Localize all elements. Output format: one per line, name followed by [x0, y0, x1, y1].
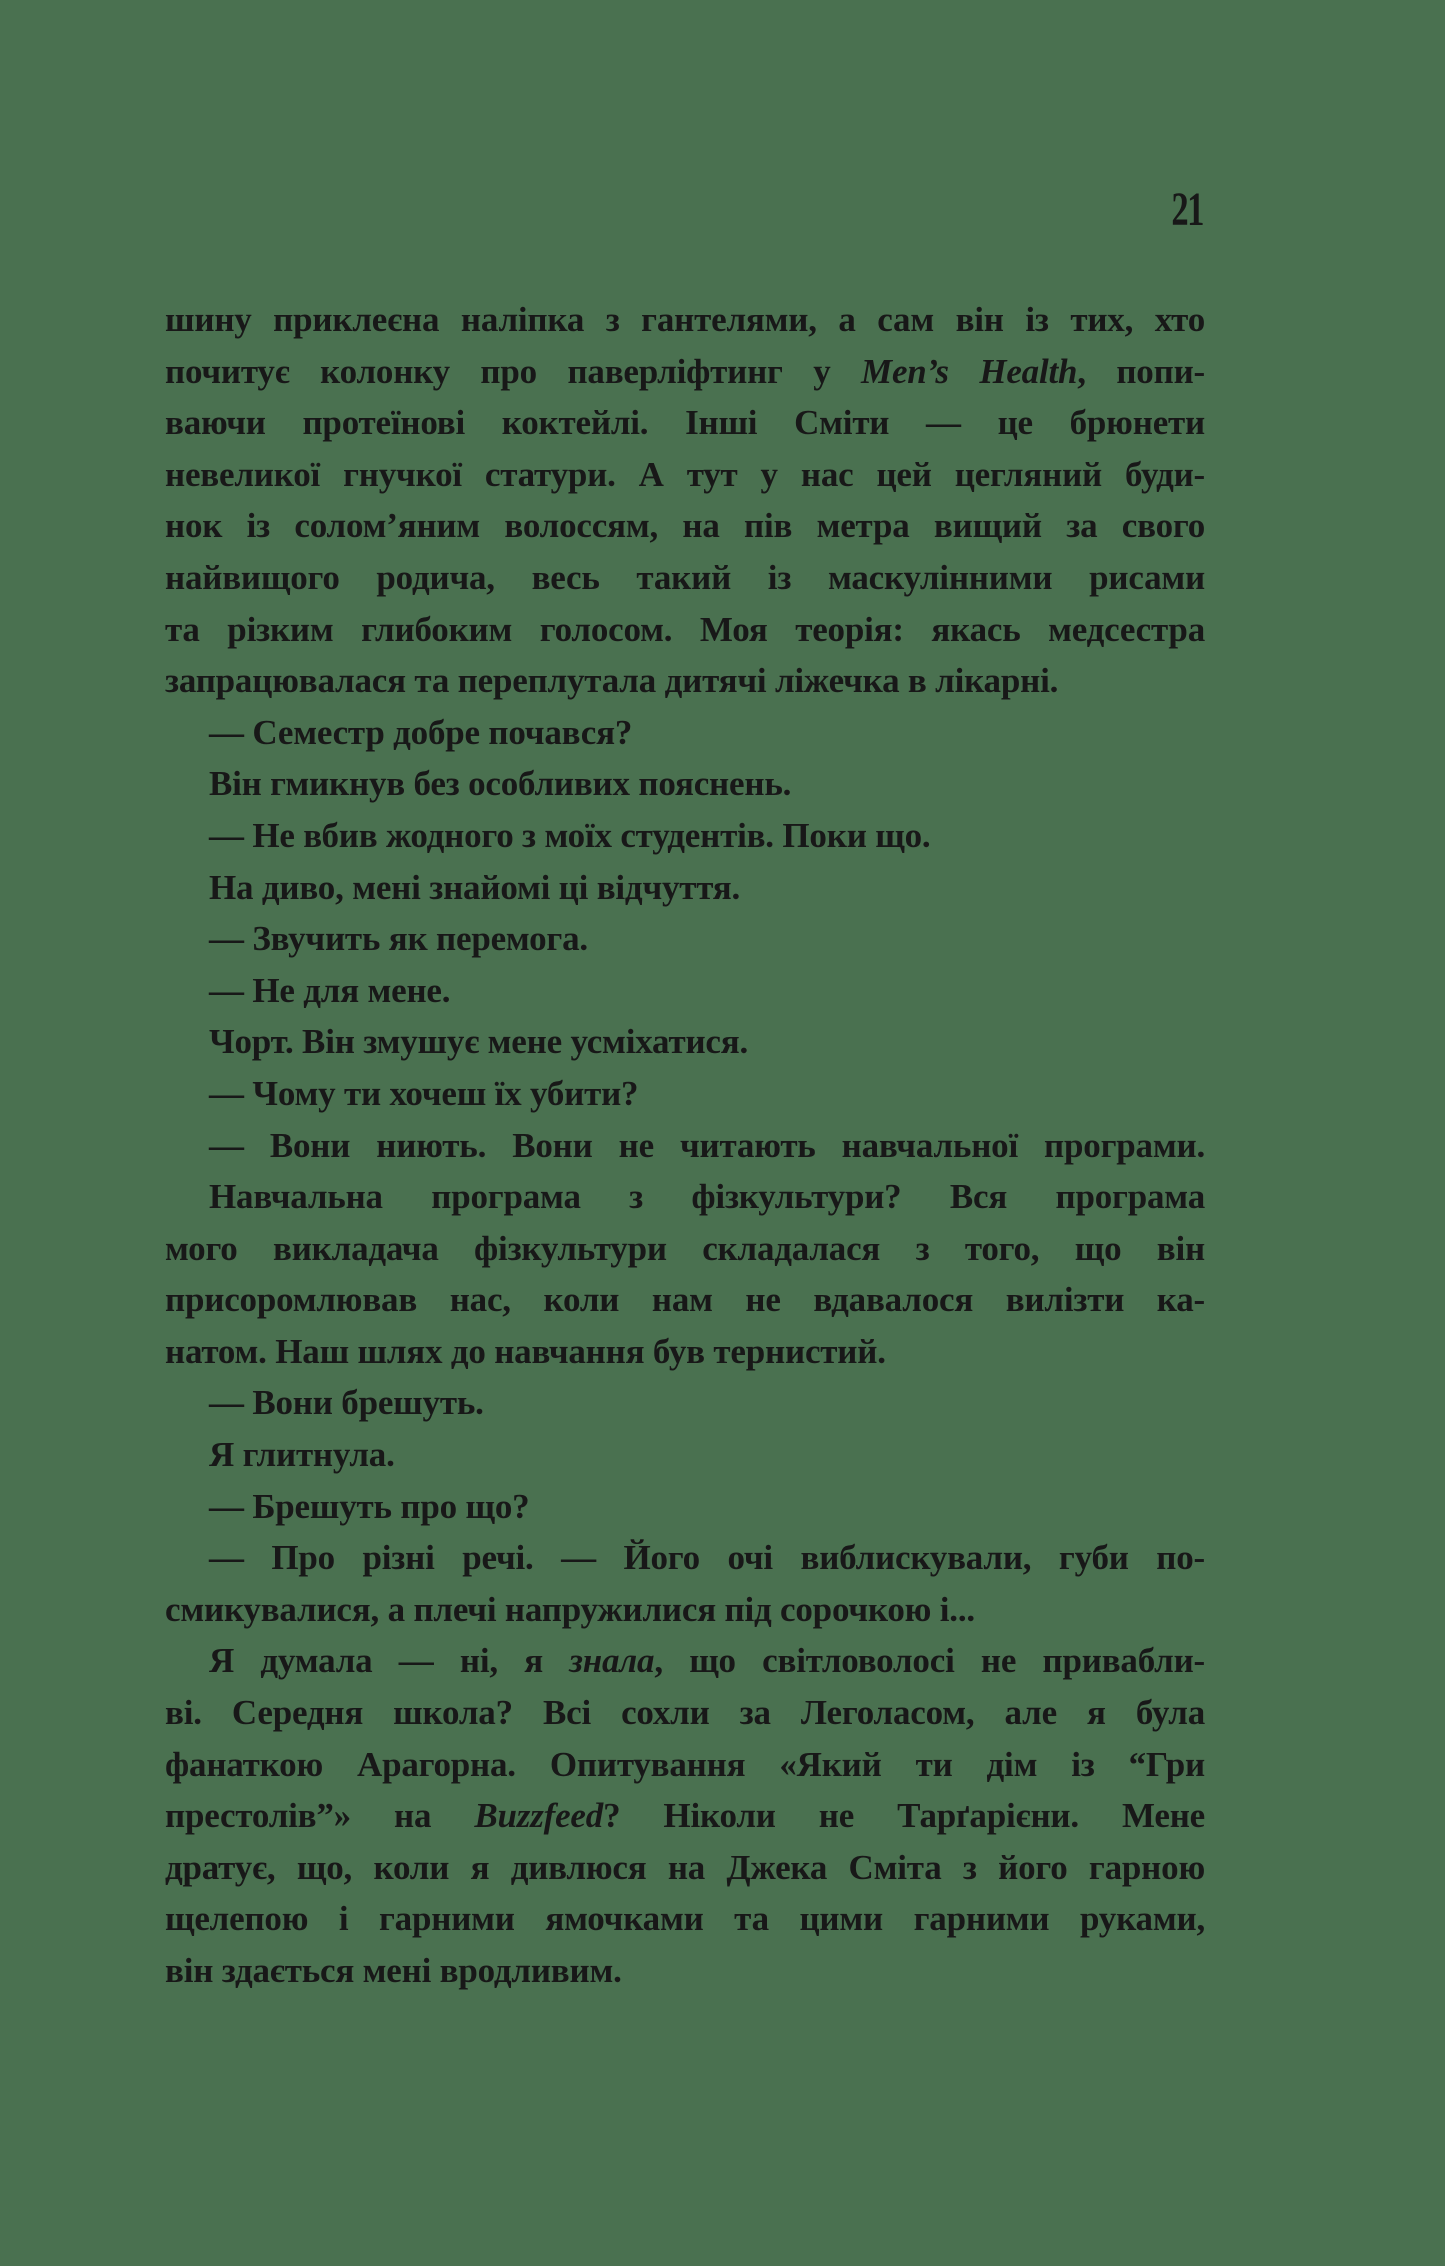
text-segment: нок із солом’яним волоссям, на пів метра вищий за свого: [165, 506, 1205, 546]
text-segment: — Вони брешуть.: [209, 1383, 484, 1423]
text-segment: , попи-: [1077, 351, 1205, 391]
text-segment: ві. Середня школа? Всі сохли за Леголасом, але я була: [165, 1693, 1205, 1733]
text-line: [165, 1532, 1205, 1584]
text-segment: Він гмикнув без особливих пояснень.: [209, 764, 792, 804]
text-line: [165, 1481, 1205, 1533]
text-segment: мого викладача фізкультури складалася з того, що він: [165, 1228, 1205, 1268]
text-segment: На диво, мені знайомі ці відчуття.: [209, 867, 741, 907]
text-segment: — Не для мене.: [209, 970, 451, 1010]
text-segment: престолів”» на: [165, 1796, 475, 1836]
text-line: [165, 1171, 1205, 1223]
text-line: [165, 913, 1205, 965]
text-segment: — Про різні речі. — Його очі виблискували, губи по-: [209, 1538, 1205, 1578]
text-segment: , що світловолосі не привабли-: [654, 1641, 1205, 1681]
text-line: [165, 500, 1205, 552]
text-line: [165, 1739, 1205, 1791]
text-segment: та різким глибоким голосом. Моя теорія: якась медсестра: [165, 609, 1205, 649]
text-line: [165, 810, 1205, 862]
text-segment: смикувалися, а плечі напружилися під сорочкою і...: [165, 1589, 975, 1629]
text-segment: — Семестр добре почався?: [209, 712, 633, 752]
text-segment: запрацювалася та переплутала дитячі ліжечка в лікарні.: [165, 661, 1059, 701]
text-segment: він здається мені вродливим.: [165, 1951, 622, 1990]
text-segment: шину приклеєна наліпка з гантелями, а сам він із тих, хто: [165, 300, 1205, 339]
text-segment: дратує, що, коли я дивлюся на Джека Сміта з його гарною: [165, 1847, 1205, 1887]
text-segment: Чорт. Він змушує мене усміхатися.: [209, 1022, 749, 1062]
italic-text: Men’s Health: [861, 351, 1078, 391]
text-segment: присоромлював нас, коли нам не вдавалося вилізти ка-: [165, 1280, 1205, 1320]
text-line: [165, 346, 1205, 398]
text-segment: Я глитнула.: [209, 1435, 395, 1475]
text-line: [165, 1068, 1205, 1120]
text-line: [165, 1945, 1205, 1997]
text-line: [165, 758, 1205, 810]
text-line: [165, 1223, 1205, 1275]
text-line: [165, 655, 1205, 707]
text-line: [165, 1842, 1205, 1894]
text-segment: — Вони ниють. Вони не читають навчальної програми.: [209, 1125, 1205, 1165]
body-text: [165, 294, 1205, 1997]
text-segment: — Чому ти хочеш їх убити?: [209, 1073, 639, 1113]
text-line: [165, 1687, 1205, 1739]
text-line: [165, 707, 1205, 759]
text-line: [165, 1377, 1205, 1429]
text-line: [165, 862, 1205, 914]
page-number: 21: [1171, 183, 1203, 236]
text-segment: щелепою і гарними ямочками та цими гарними руками,: [165, 1899, 1205, 1939]
text-segment: — Не вбив жодного з моїх студентів. Поки що.: [209, 815, 931, 855]
text-line: [165, 294, 1205, 346]
text-line: [165, 1584, 1205, 1636]
text-segment: Я думала — ні, я: [209, 1641, 570, 1681]
text-segment: ? Ніколи не Тарґарієни. Мене: [603, 1796, 1206, 1836]
text-line: [165, 552, 1205, 604]
text-line: [165, 1429, 1205, 1481]
text-line: [165, 1274, 1205, 1326]
text-segment: найвищого родича, весь такий із маскулінними рисами: [165, 557, 1205, 597]
text-segment: натом. Наш шлях до навчання був тернистий.: [165, 1331, 886, 1371]
text-segment: фанаткою Арагорна. Опитування «Який ти дім із “Гри: [165, 1744, 1205, 1784]
text-segment: — Брешуть про що?: [209, 1486, 530, 1526]
text-line: [165, 604, 1205, 656]
text-line: [165, 965, 1205, 1017]
text-segment: ваючи протеїнові коктейлі. Інші Сміти — це брюнети: [165, 403, 1205, 443]
text-line: [165, 397, 1205, 449]
text-line: [165, 1635, 1205, 1687]
text-line: [165, 449, 1205, 501]
text-segment: невеликої гнучкої статури. А тут у нас цей цегляний буди-: [165, 454, 1205, 494]
text-line: [165, 1016, 1205, 1068]
text-segment: почитує колонку про паверліфтинг у: [165, 351, 862, 391]
text-segment: Навчальна програма з фізкультури? Вся програма: [209, 1177, 1205, 1217]
text-line: [165, 1326, 1205, 1378]
text-line: [165, 1893, 1205, 1945]
text-line: [165, 1790, 1205, 1842]
italic-text: Buzzfeed: [474, 1796, 604, 1836]
text-segment: — Звучить як перемога.: [209, 919, 588, 959]
italic-text: знала: [569, 1641, 655, 1681]
text-line: [165, 1120, 1205, 1172]
